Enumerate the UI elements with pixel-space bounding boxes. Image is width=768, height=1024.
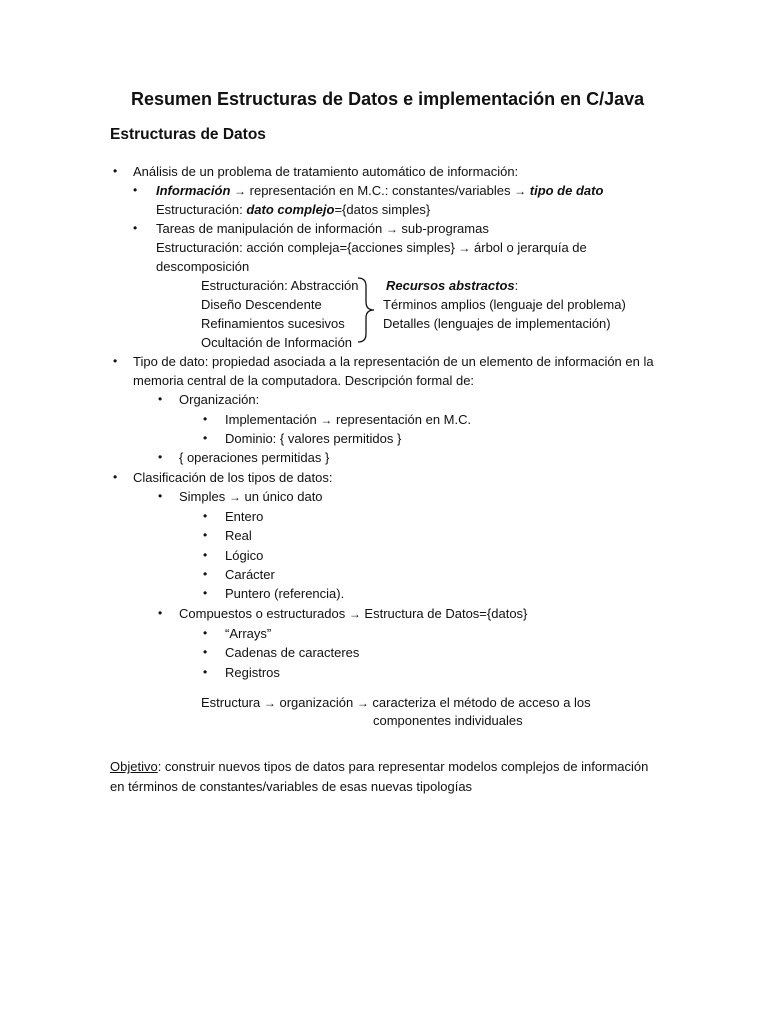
text-suffix: Estructura de Datos={datos} [360, 606, 528, 621]
bullet: • [203, 509, 208, 523]
resources-title: Recursos abstractos [386, 278, 515, 293]
bullet: • [133, 183, 138, 197]
line-descomposicion: descomposición [156, 259, 250, 274]
text-c: caracteriza el método de acceso a los [368, 695, 591, 710]
line-estructuracion-dato [156, 200, 430, 219]
text-suffix: un único dato [240, 489, 323, 504]
objetivo-line [110, 757, 648, 776]
bullet: • [113, 164, 118, 178]
bullet: • [203, 586, 208, 600]
composite-type-item: Cadenas de caracteres [225, 645, 360, 660]
line-implementacion [225, 410, 471, 430]
line-analisis: Análisis de un problema de tratamiento automático de información: [133, 164, 519, 179]
text-suffix: ={datos simples} [334, 202, 431, 217]
simple-type-item: Carácter [225, 567, 275, 582]
line-organizacion: Organización: [179, 392, 260, 407]
arrow-icon: → [458, 241, 471, 255]
bullet: • [113, 354, 118, 368]
bullet: • [203, 626, 208, 640]
arrow-icon: → [228, 490, 241, 504]
bullet: • [203, 548, 208, 562]
bullet: • [113, 470, 118, 484]
bullet: • [203, 412, 208, 426]
arrow-icon: → [234, 184, 247, 198]
text-prefix: Tareas de manipulación de información [156, 221, 386, 236]
line-clasificacion: Clasificación de los tipos de datos: [133, 470, 333, 485]
arrow-icon: → [263, 696, 276, 710]
technique-item: Estructuración: Abstracción [201, 278, 359, 293]
text-prefix: Compuestos o estructurados [179, 606, 349, 621]
bullet: • [203, 665, 208, 679]
line-simples [179, 487, 323, 507]
objetivo-line-2: en términos de constantes/variables de esas nuevas tipologías [110, 779, 473, 794]
line-memoria: memoria central de la computadora. Descripción formal de: [133, 373, 475, 388]
arrow-icon: → [385, 222, 398, 236]
curly-brace-icon [356, 276, 378, 344]
text-a: Estructura [201, 695, 264, 710]
resource-item: Términos amplios (lenguaje del problema) [383, 297, 626, 312]
term-tipo-de-dato: tipo de dato [529, 183, 604, 198]
text-suffix: árbol o jerarquía de [470, 240, 587, 255]
resources-colon: : [514, 278, 519, 293]
bullet: • [203, 645, 208, 659]
bullet: • [158, 392, 163, 406]
arrow-icon: → [320, 413, 333, 427]
objetivo-label: Objetivo [110, 759, 158, 774]
resource-item: Detalles (lenguajes de implementación) [383, 316, 611, 331]
text-prefix: Simples [179, 489, 229, 504]
arrow-icon: → [514, 184, 527, 198]
term-dato-complejo: dato complejo [246, 202, 335, 217]
arrow-icon: → [356, 696, 369, 710]
line-estructura [201, 693, 591, 713]
line-informacion [156, 181, 603, 201]
resources-heading [386, 276, 518, 295]
bullet: • [203, 567, 208, 581]
term-informacion: Información [156, 183, 231, 198]
arrow-icon: → [348, 607, 361, 621]
bullet: • [133, 221, 138, 235]
text-representacion: representación en M.C.: constantes/variables [246, 183, 515, 198]
simple-type-item: Puntero (referencia). [225, 586, 345, 601]
bullet: • [158, 489, 163, 503]
bullet: • [203, 528, 208, 542]
composite-type-item: “Arrays” [225, 626, 272, 641]
technique-item: Ocultación de Información [201, 335, 353, 350]
technique-item: Diseño Descendente [201, 297, 322, 312]
text-prefix: Implementación [225, 412, 321, 427]
objetivo-text: : construir nuevos tipos de datos para representar modelos complejos de información [157, 759, 649, 774]
text-prefix: Estructuración: acción compleja={acciones simples} [156, 240, 459, 255]
text-b: organización [275, 695, 357, 710]
simple-type-item: Entero [225, 509, 264, 524]
section-heading: Estructuras de Datos [110, 126, 266, 143]
bullet: • [158, 606, 163, 620]
composite-type-item: Registros [225, 665, 280, 680]
bullet: • [203, 431, 208, 445]
line-tareas [156, 219, 489, 239]
text-suffix: sub-programas [397, 221, 489, 236]
line-operaciones: { operaciones permitidas } [179, 450, 330, 465]
bullet: • [158, 450, 163, 464]
text-prefix: Estructuración: [156, 202, 247, 217]
technique-item: Refinamientos sucesivos [201, 316, 345, 331]
document-title: Resumen Estructuras de Datos e implementación en C/Java [131, 89, 645, 109]
line-tipo-de-dato: Tipo de dato: propiedad asociada a la representación de un elemento de información en la [133, 354, 654, 369]
line-estructuracion-accion [156, 238, 587, 258]
line-compuestos [179, 604, 527, 624]
line-dominio: Dominio: { valores permitidos } [225, 431, 402, 446]
line-componentes: componentes individuales [373, 713, 523, 728]
simple-type-item: Real [225, 528, 252, 543]
simple-type-item: Lógico [225, 548, 264, 563]
text-suffix: representación en M.C. [332, 412, 472, 427]
